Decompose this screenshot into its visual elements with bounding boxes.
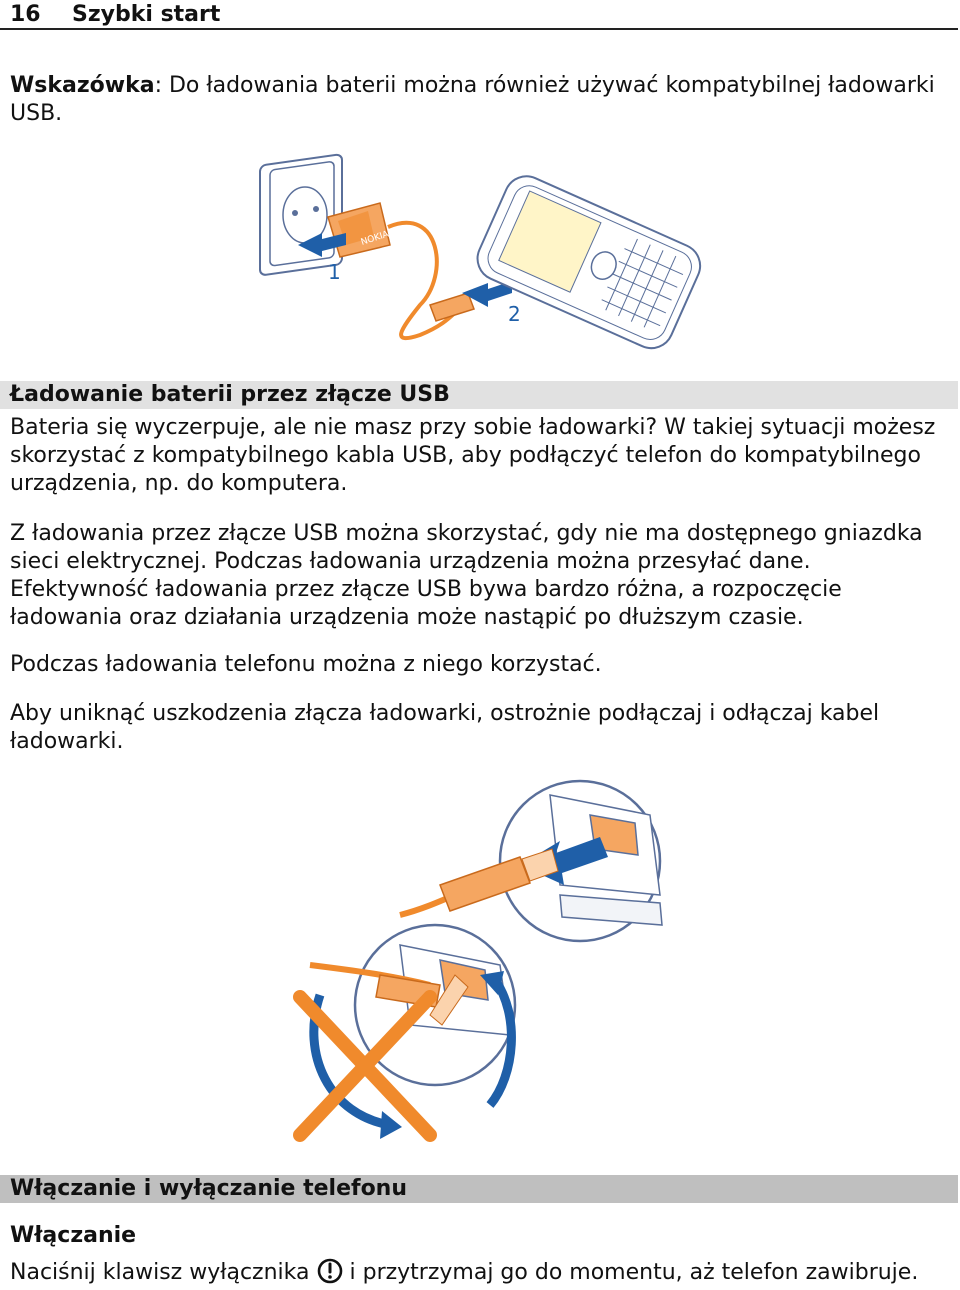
usb-paragraph-1: Bateria się wyczerpuje, ale nie masz przy sobie ładowarki? W takiej sytuacji możesz skorzystać z kompatybilnego kabla USB, aby podłączyć telefon do kompatybilnego urządzenia, np. do komputera. <box>10 415 936 496</box>
usb-paragraph-3: Podczas ładowania telefonu można z niego korzystać. <box>10 652 602 677</box>
power-text-after: i przytrzymaj go do momentu, aż telefon zawibruje. <box>342 1260 919 1285</box>
step-label-1: 1 <box>328 260 341 284</box>
header-section-title: Szybki start <box>72 2 221 27</box>
step-label-2: 2 <box>508 302 521 326</box>
tip-paragraph <box>10 72 950 128</box>
page-header <box>0 0 958 30</box>
section-title-usb-charging: Ładowanie baterii przez złącze USB <box>0 381 958 409</box>
power-on-paragraph <box>10 1258 950 1287</box>
charger-connection-illustration <box>250 145 710 355</box>
tip-label: Wskazówka <box>10 73 155 98</box>
usb-paragraph-2: Z ładowania przez złącze USB można skorzystać, gdy nie ma dostępnego gniazdka sieci elektrycznej. Podczas ładowania urządzenia można przesyłać dane. Efektywność ładowania przez złącze USB bywa bardzo różna, a rozpoczęcie ładowania oraz działania urządzenia może nastąpić po dłuższym czasie. <box>10 521 923 630</box>
usb-paragraph-4: Aby uniknąć uszkodzenia złącza ładowarki, ostrożnie podłączaj i odłączaj kabel ładowarki. <box>10 701 880 754</box>
page-number: 16 <box>10 2 41 27</box>
power-text-before: Naciśnij klawisz wyłącznika <box>10 1260 310 1285</box>
section-title-power: Włączanie i wyłączanie telefonu <box>0 1175 958 1203</box>
power-key-icon <box>317 1258 343 1284</box>
usb-insertion-illustration <box>290 775 690 1145</box>
charger-brand-label: NOKIA <box>359 229 391 248</box>
subsection-title-power-on: Włączanie <box>10 1223 137 1248</box>
tip-text: : Do ładowania baterii można również używać kompatybilnej ładowarki USB. <box>10 73 935 126</box>
